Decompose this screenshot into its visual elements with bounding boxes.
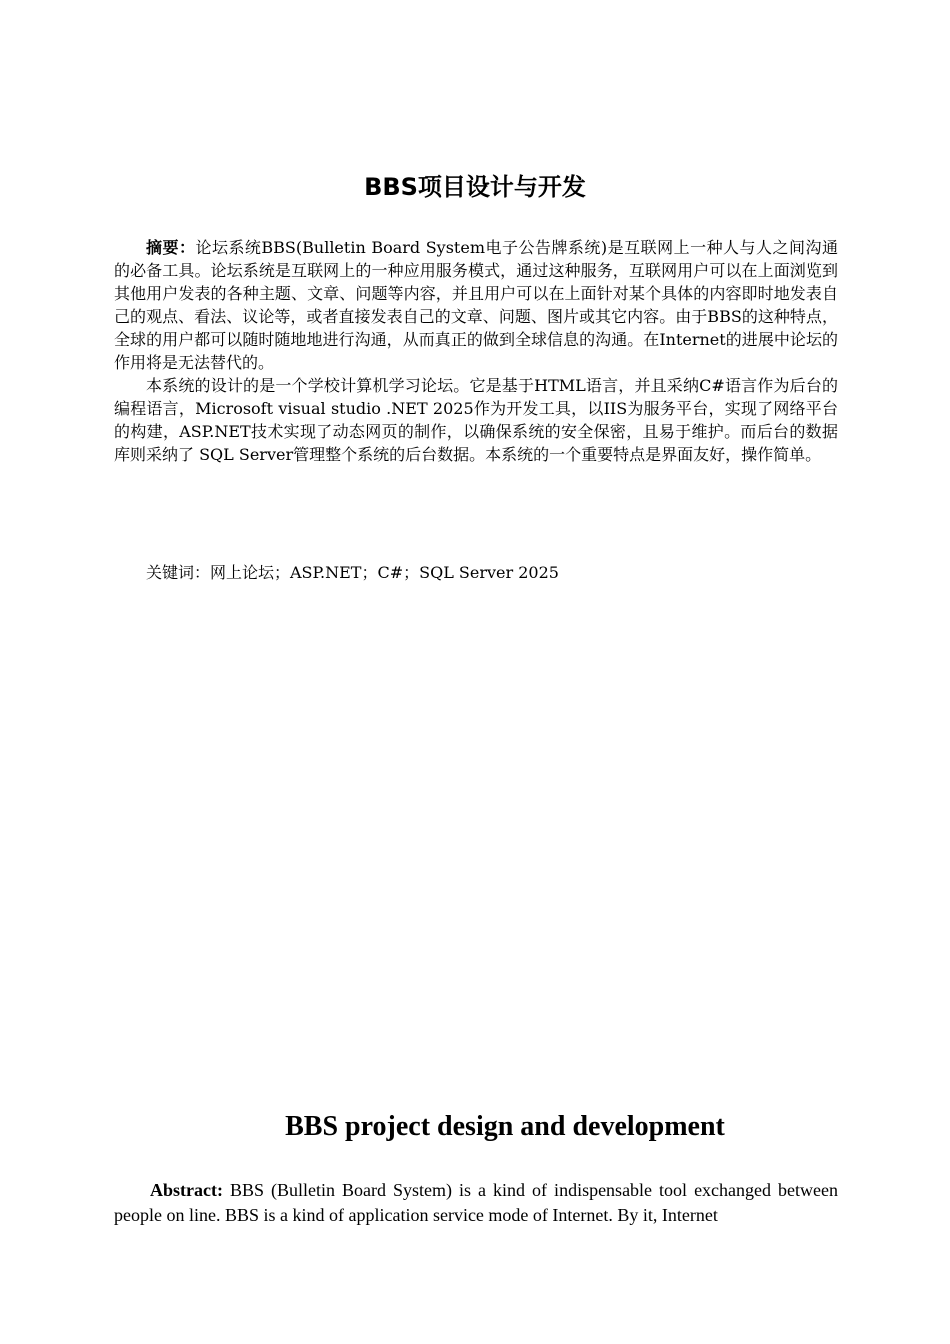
chinese-abstract xyxy=(114,236,838,466)
english-title: BBS project design and development xyxy=(285,1111,725,1142)
chinese-abstract-paragraph-2: 本系统的设计的是一个学校计算机学习论坛。它是基于HTML语言，并且采纳C#语言作为后台的编程语言，Microsoft visual studio .NET 2025作为开发工具，以IIS为服务平台，实现了网络平台的构建，ASP.NET技术实现了动态网页的制作，以确保系统的安全保密，且易于维护。而后台的数据库则采纳了 SQL Server管理整个系统的后台数据。本系统的一个重要特点是界面友好，操作简单。 xyxy=(114,376,838,464)
chinese-keywords-text: 关键词：网上论坛；ASP.NET；C#；SQL Server 2025 xyxy=(146,563,559,582)
english-abstract-paragraph xyxy=(114,1178,838,1228)
chinese-title: BBS项目设计与开发 xyxy=(364,173,586,201)
chinese-abstract-paragraph-1 xyxy=(114,236,838,374)
chinese-keywords xyxy=(114,561,838,584)
english-abstract-text: BBS (Bulletin Board System) is a kind of indispensable tool exchanged between people on line. BBS is a kind of application service mode of Internet. By it, Internet xyxy=(114,1180,838,1225)
english-abstract-label: Abstract: xyxy=(150,1180,223,1200)
chinese-abstract-label: 摘要： xyxy=(146,238,196,257)
english-abstract xyxy=(114,1178,838,1228)
chinese-abstract-text-1: 论坛系统BBS(Bulletin Board System电子公告牌系统)是互联网上一种人与人之间沟通的必备工具。论坛系统是互联网上的一种应用服务模式，通过这种服务，互联网用户可以在上面浏览到其他用户发表的各种主题、文章、问题等内容，并且用户可以在上面针对某个具体的内容即时地发表自己的观点、看法、议论等，或者直接发表自己的文章、问题、图片或其它内容。由于BBS的这种特点，全球的用户都可以随时随地地进行沟通，从而真正的做到全球信息的沟通。在Internet的进展中论坛的作用将是无法替代的。 xyxy=(114,238,838,372)
